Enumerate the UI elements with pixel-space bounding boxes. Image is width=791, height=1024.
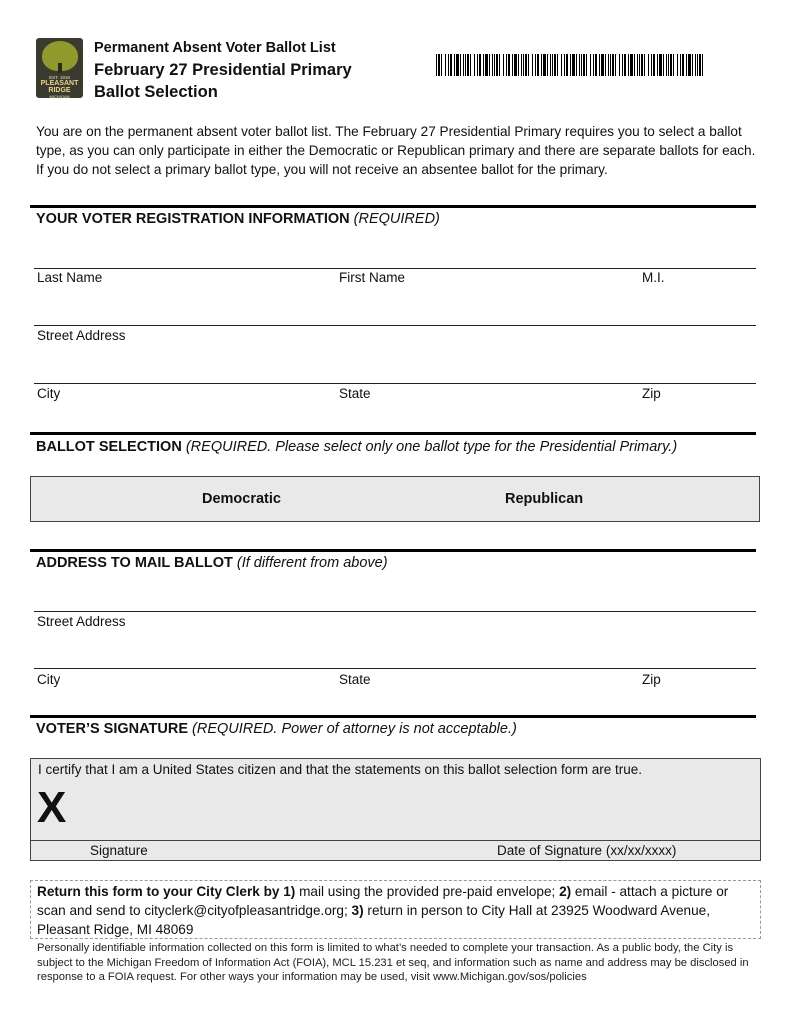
return-lead: Return this form to your City Clerk by 1): [37, 884, 296, 899]
return-part1: mail using the provided pre-paid envelope;: [295, 884, 560, 899]
registration-section-title: [36, 209, 440, 229]
city-label: City: [37, 386, 61, 401]
logo-state: MICHIGAN: [49, 94, 70, 99]
privacy-notice: Personally identifiable information collected on this form is limited to what’s needed to complete your transaction. As a public body, the City is subject to the Michigan Freedom of Information Act (FOIA), MCL 15.231 et seq, and information such as name and address may be disclosed in response to a FOIA request. For other ways your information may be used, visit www.Michigan.gov/sos/policies: [37, 942, 749, 983]
mail-note: (If different from above): [236, 555, 388, 571]
form-title-line2: February 27 Presidential Primary: [94, 61, 352, 79]
mail-city-line[interactable]: [34, 668, 756, 669]
ballot-section-title: [36, 437, 677, 457]
return-instructions: [37, 882, 757, 939]
mail-title: ADDRESS TO MAIL BALLOT: [36, 555, 233, 571]
signature-section-title: [36, 719, 517, 739]
registration-title: YOUR VOTER REGISTRATION INFORMATION: [36, 211, 350, 227]
street-line[interactable]: [34, 325, 756, 326]
form-title-line1: Permanent Absent Voter Ballot List: [94, 40, 336, 56]
middle-initial-label: M.I.: [642, 270, 665, 285]
ballot-selection-box: [30, 476, 760, 522]
date-of-signature-label: Date of Signature (xx/xx/xxxx): [497, 843, 677, 858]
logo-small-text: EST. 1919: [49, 75, 70, 80]
tree-icon: [42, 41, 78, 71]
mail-street-line[interactable]: [34, 611, 756, 612]
logo-name: PLEASANT RIDGE: [40, 80, 79, 94]
return-part2: email - attach a picture or scan and send to cityclerk@cityofpleasantridge.org;: [37, 884, 729, 918]
city-logo: [36, 38, 83, 98]
section-divider: [30, 549, 756, 552]
signature-line: [31, 840, 760, 841]
state-label: State: [339, 386, 371, 401]
mail-state-label: State: [339, 672, 371, 687]
first-name-label: First Name: [339, 270, 406, 285]
republican-option[interactable]: Republican: [505, 491, 584, 507]
mail-zip-label: Zip: [642, 672, 661, 687]
section-divider: [30, 715, 756, 718]
zip-label: Zip: [642, 386, 661, 401]
signature-note: (REQUIRED. Power of attorney is not acceptable.): [192, 721, 517, 737]
mail-street-label: Street Address: [37, 614, 126, 629]
mail-section-title: [36, 553, 388, 573]
signature-x-mark: X: [37, 783, 67, 832]
signature-label: Signature: [90, 843, 148, 858]
section-divider: [30, 205, 756, 208]
intro-paragraph: You are on the permanent absent voter ballot list. The February 27 Presidential Primary requires you to select a ballot type, as you can only participate in either the Democratic or Republican primary and there are separate ballots for each. If you do not select a primary ballot type, you will not receive an absentee ballot for the primary.: [36, 124, 756, 177]
signature-title: VOTER’S SIGNATURE: [36, 721, 188, 737]
return-num2: 2): [559, 884, 572, 899]
last-name-label: Last Name: [37, 270, 103, 285]
certification-text: I certify that I am a United States citizen and that the statements on this ballot selection form are true.: [38, 762, 643, 777]
mail-city-label: City: [37, 672, 61, 687]
return-part3: return in person to City Hall at 23925 Woodward Avenue, Pleasant Ridge, MI 48069: [37, 903, 710, 937]
democratic-option[interactable]: Democratic: [202, 491, 281, 507]
barcode: [436, 54, 706, 76]
city-line[interactable]: [34, 383, 756, 384]
form-title-line3: Ballot Selection: [94, 83, 218, 101]
registration-note: (REQUIRED): [353, 211, 440, 227]
ballot-note: (REQUIRED. Please select only one ballot type for the Presidential Primary.): [185, 439, 678, 455]
return-num3: 3): [351, 903, 364, 918]
ballot-title: BALLOT SELECTION: [36, 439, 182, 455]
section-divider: [30, 432, 756, 435]
street-address-label: Street Address: [37, 328, 126, 343]
